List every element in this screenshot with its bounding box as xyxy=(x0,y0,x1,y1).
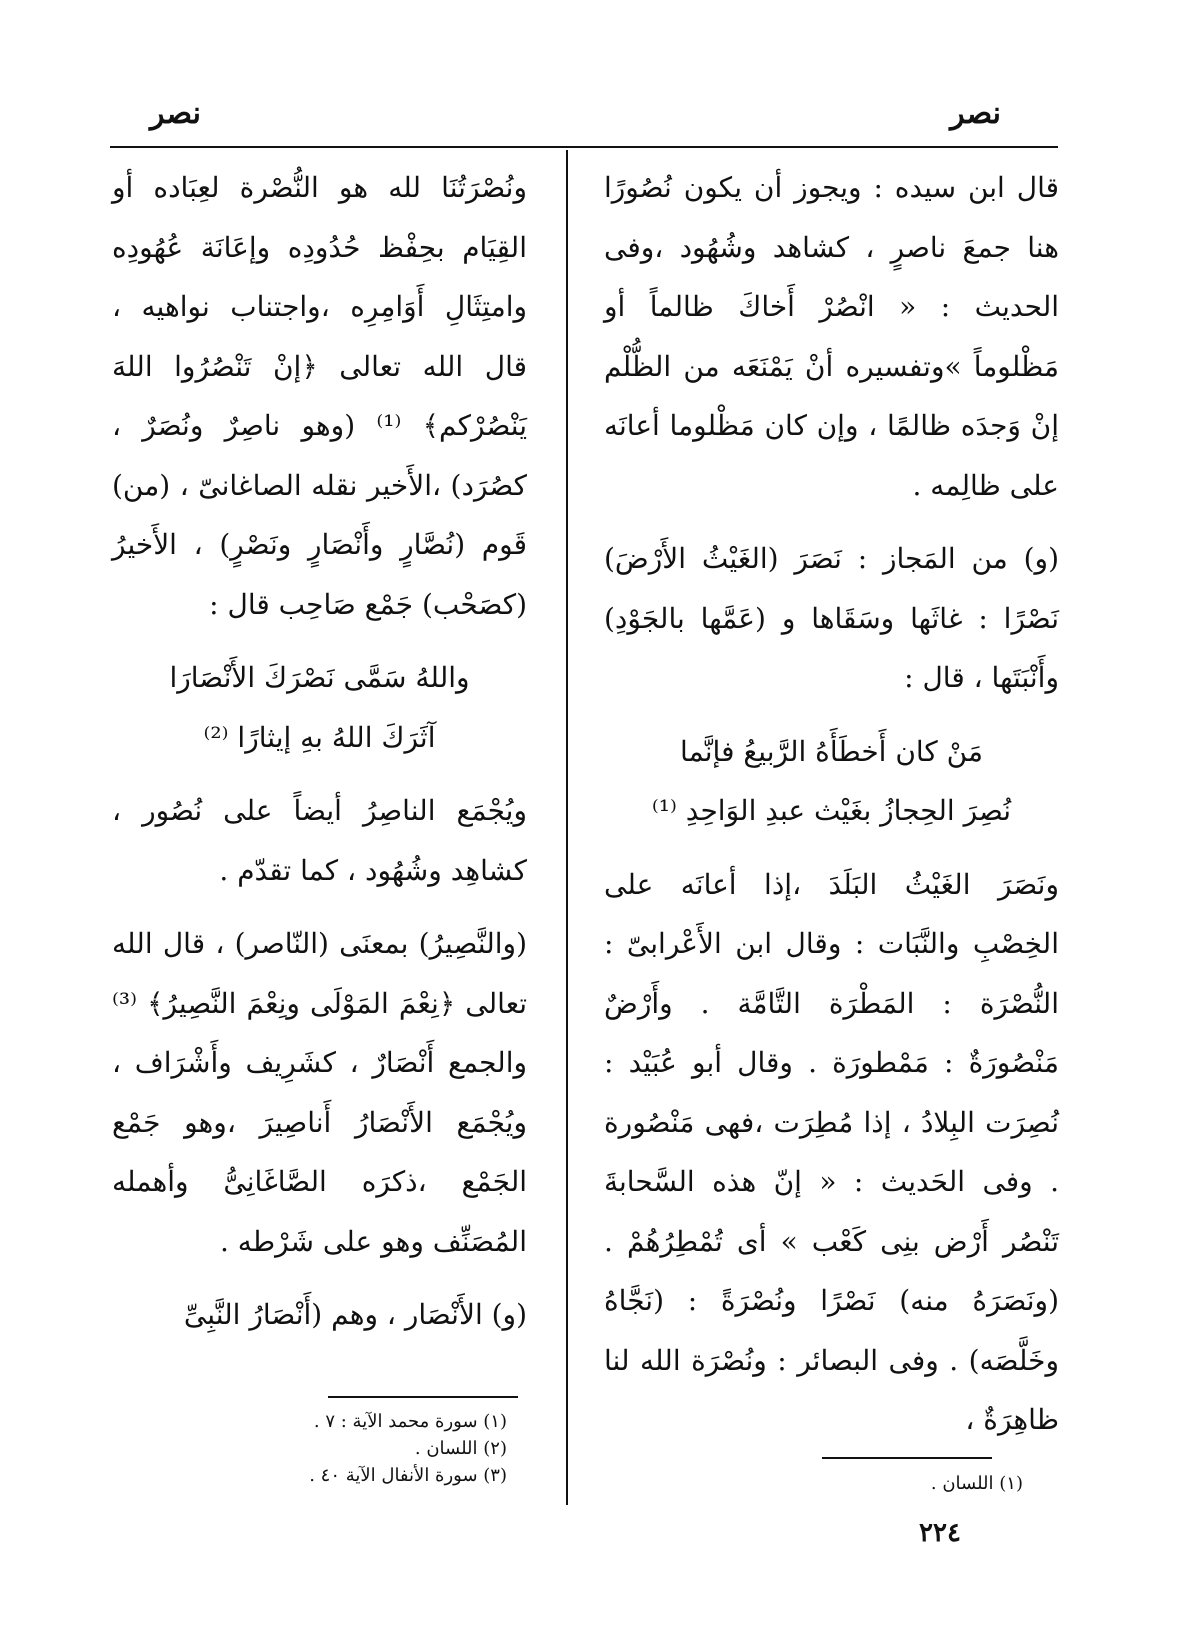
footnote-left-2: (٢) اللسان . xyxy=(414,1438,507,1459)
left-paragraph-4: (و) الأَنْصَار ، وهم (أَنْصَارُ النَّبِىِّ xyxy=(183,1298,527,1331)
right-verse xyxy=(604,722,1059,841)
footnote-right-1: (١) اللسان . xyxy=(930,1473,1023,1494)
left-paragraph-3: (والنَّصِيرُ) بمعنَى (النّاصر) ، قال الله تعالى ﴿نِعْمَ المَوْلَى ونِعْمَ النَّصِيرُ﴾ ⁽³⁾ والجمع أَنْصَارٌ ، كشَرِيف وأَشْرَاف ، ويُجْمَع الأَنْصَارُ أَناصِيرَ ،وهو جَمْع الجَمْع ،ذكرَه الصَّاغَانِىُّ وأهمله المُصَنِّف وهو على شَرْطه . xyxy=(112,927,527,1258)
right-paragraph-1: قال ابن سيده : ويجوز أن يكون نُصُورًا هنا جمعَ ناصرٍ ، كشاهد وشُهُود ،وفى الحديث : « انْصُرْ أَخاكَ ظالماً أو مَظْلوماً »وتفسيره أنْ يَمْنَعَه من الظُّلْم إنْ وَجدَه ظالمًا ، وإن كان مَظْلوما أعانَه على ظالِمه . xyxy=(604,171,1059,502)
footnotes-right xyxy=(763,1470,1023,1497)
footnote-rule-left xyxy=(328,1396,518,1398)
right-verse-line-2: نُصِرَ الحِجازُ بغَيْث عبدِ الوَاحِدِ ⁽¹⁾ xyxy=(651,794,1012,827)
column-divider xyxy=(566,150,568,1505)
right-column xyxy=(604,158,1059,1464)
footnote-rule-right xyxy=(822,1457,992,1459)
page-number: ٢٢٤ xyxy=(919,1518,961,1548)
header-rule xyxy=(110,146,1058,148)
left-paragraph-1: ونُصْرَتُنَا لله هو النُّصْرة لعِبَاده أو القِيَام بحِفْظ حُدُودِه وإعَانَة عُهُودِه وامتِثَالِ أَوَامِرِه ،واجتناب نواهيه ، قال الله تعالى ﴿إنْ تَنْصُرُوا اللهَ يَنْصُرْكم﴾ ⁽¹⁾ (وهو ناصِرٌ ونُصَرٌ ، كصُرَد) ،الأَخير نقله الصاغانىّ ، (من) قَوم (نُصَّارٍ وأَنْصَارٍ ونَصْرٍ) ، الأَخيرُ (كصَحْب) جَمْع صَاحِب قال : xyxy=(112,171,527,621)
footnotes-left xyxy=(247,1408,507,1489)
left-paragraph-2: ويُجْمَع الناصِرُ أيضاً على نُصُور ، كشاهِد وشُهُود ، كما تقدّم . xyxy=(112,794,527,887)
header-word-left: نصر xyxy=(150,96,201,131)
left-column xyxy=(112,158,527,1359)
right-paragraph-2: (و) من المَجاز : نَصَرَ (الغَيْثُ الأَرْضَ) نَصْرًا : غاثَها وسَقَاها و (عَمَّها بالجَوْدِ) وأَنْبَتَها ، قال : xyxy=(604,542,1059,694)
right-verse-line-1: مَنْ كان أَخطَأَهُ الرَّبيعُ فإنَّما xyxy=(680,734,983,768)
left-verse-line-2: آثَرَكَ اللهُ بهِ إيثارًا ⁽²⁾ xyxy=(203,720,436,754)
left-verse-line-1: واللهُ سَمَّى نَصْرَكَ الأَنْصَارَا xyxy=(169,661,470,694)
header-word-right: نصر xyxy=(950,96,1001,131)
right-paragraph-3: ونَصَرَ الغَيْثُ البَلَدَ ،إذا أعانَه على الخِصْبِ والنَّبَات : وقال ابن الأَعْرابىّ : النُّصْرَة : المَطْرَة التَّامَّة . وأَرْضٌ مَنْصُورَةٌ : مَمْطورَة . وقال أبو عُبَيْد : نُصِرَت البِلادُ ، إذا مُطِرَت ،فهى مَنْصُورة . وفى الحَديث : « إنّ هذه السَّحابةَ تَنْصُر أَرْض بنِى كَعْب » أى تُمْطِرُهُمْ . (ونَصَرَهُ منه) نَصْرًا ونُصْرَةً : (نَجَّاهُ وخَلَّصَه) . وفى البصائر : ونُصْرَة الله لنا ظاهِرَةٌ ، xyxy=(604,867,1059,1436)
footnote-left-1: (١) سورة محمد الآية : ٧ . xyxy=(313,1411,507,1432)
footnote-left-3: (٣) سورة الأنفال الآية ٤٠ . xyxy=(309,1465,507,1486)
left-verse xyxy=(112,648,527,767)
